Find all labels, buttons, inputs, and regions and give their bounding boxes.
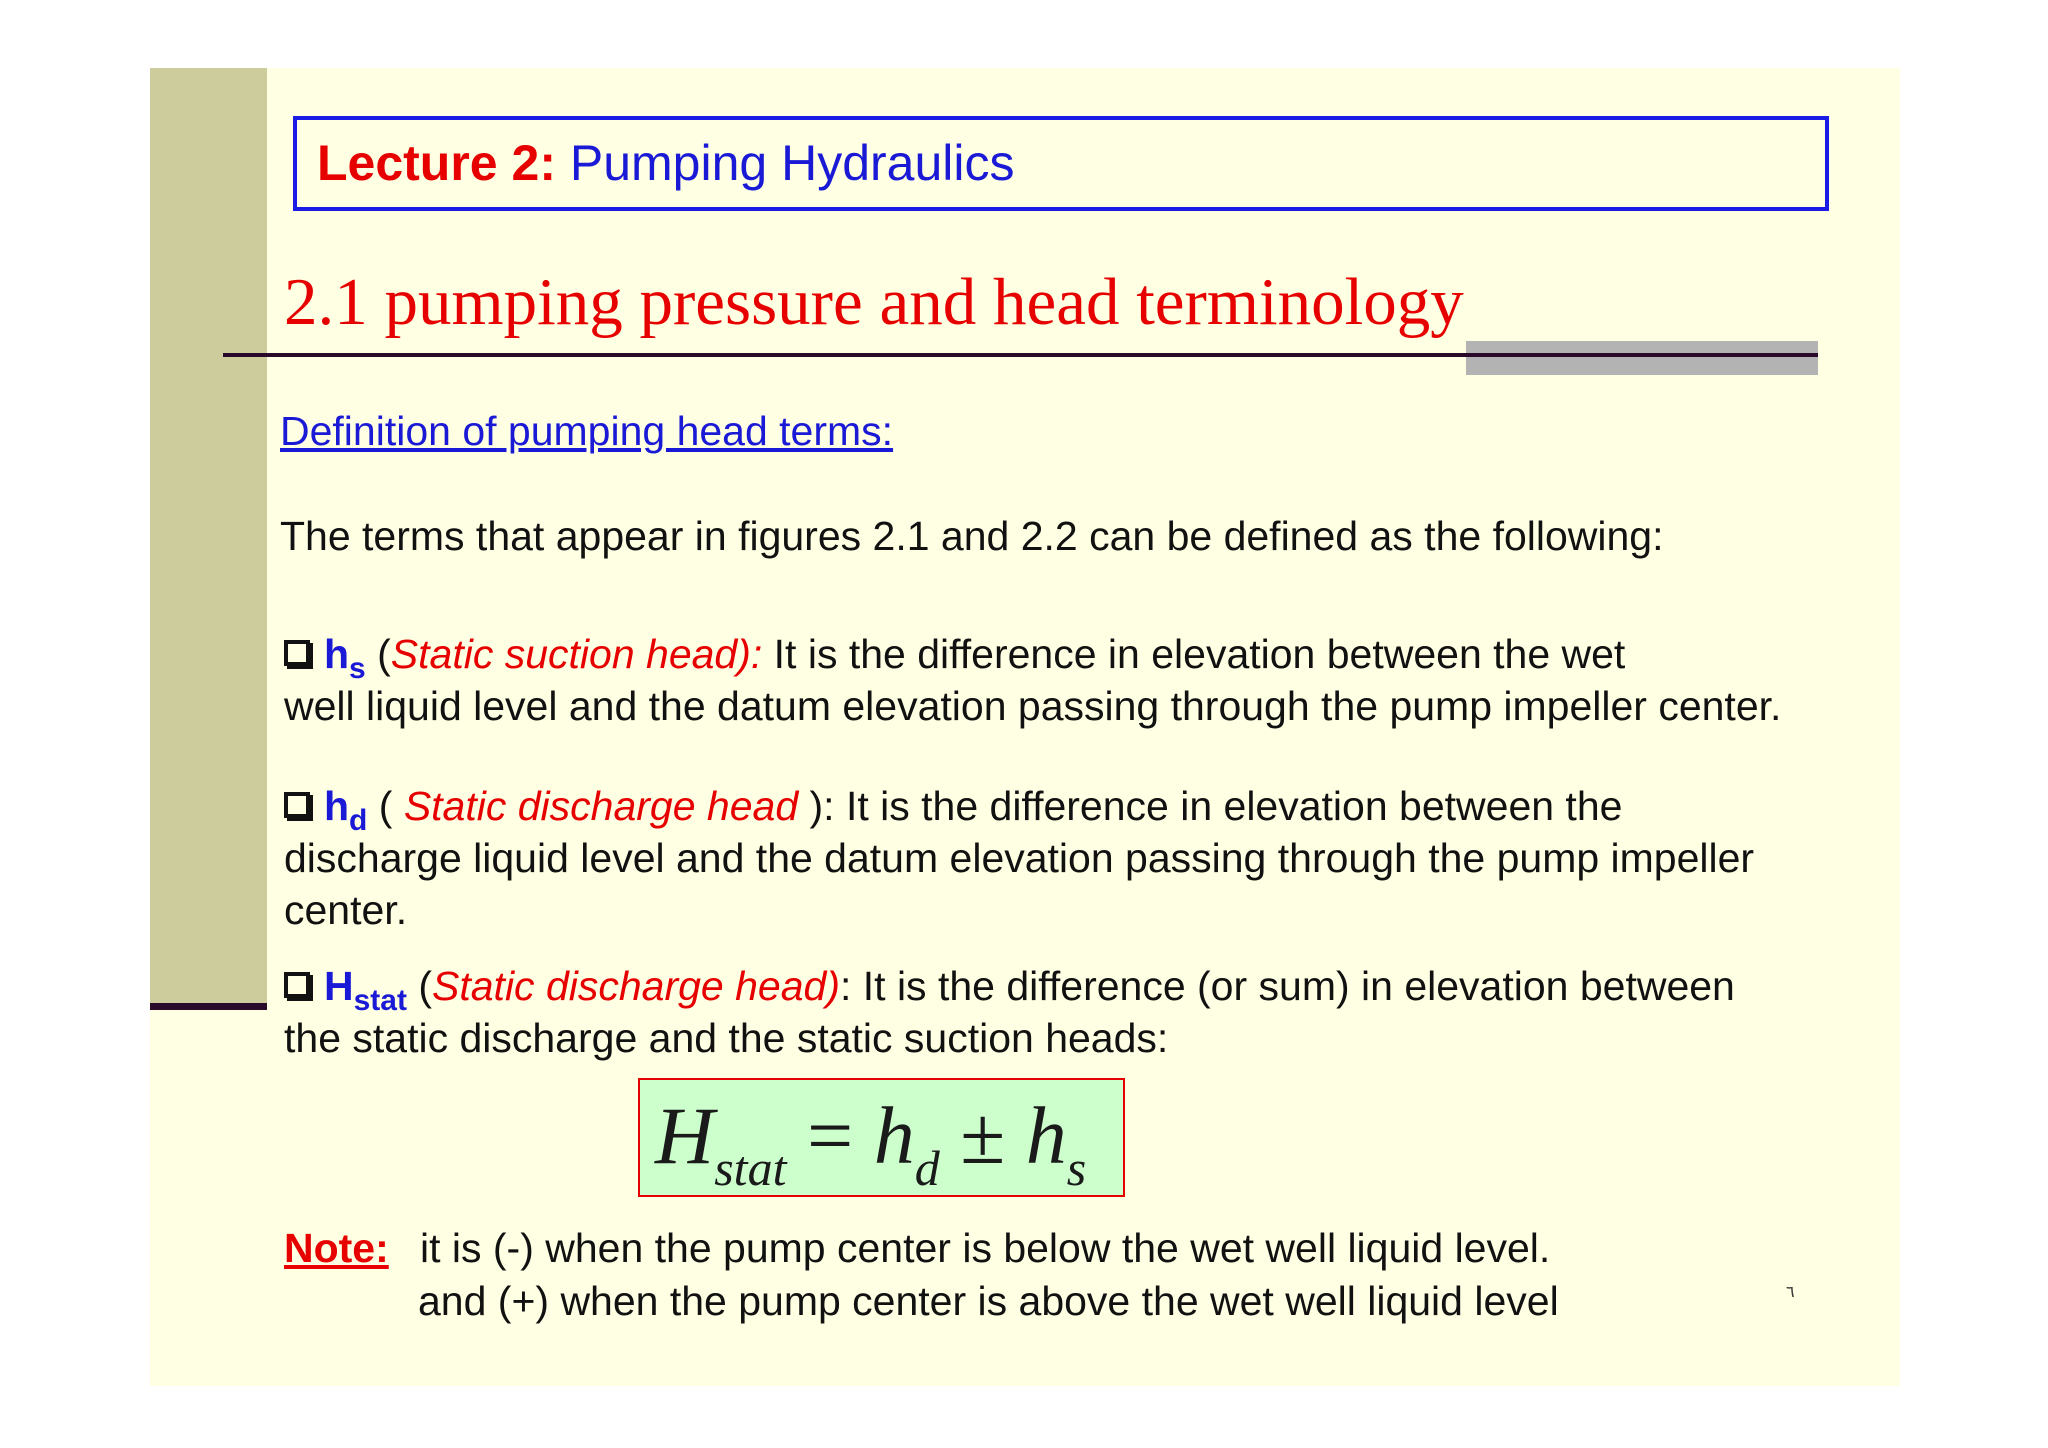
list-item-hd: $h_d$ ( Static discharge head ): It is the difference in elevation between the — [284, 780, 1622, 832]
note-text: it is (-) when the pump center is below the wet well liquid level. — [420, 1225, 1551, 1271]
intro-paragraph: The terms that appear in figures 2.1 and 2.2 can be defined as the following: — [280, 513, 1664, 559]
list-item-hstat: $H_{stat}$ (Static discharge head): It is the difference (or sum) in elevation between — [284, 960, 1735, 1012]
term-symbol: $H_{stat}$ — [324, 963, 407, 1017]
term-definition: Static suction head): — [390, 631, 763, 677]
title-topic: Pumping Hydraulics — [569, 135, 1015, 191]
list-item-hs: $h_s$ (Static suction head): It is the difference in elevation between the wet — [284, 628, 1625, 680]
list-item-text: well liquid level and the datum elevation passing through the pump impeller center. — [284, 683, 1782, 729]
page-number: ٦ — [1786, 1284, 1795, 1301]
note-label: Note: — [284, 1225, 389, 1271]
note-text: and (+) when the pump center is above the wet well liquid level — [418, 1278, 1559, 1324]
definitions-subheading: Definition of pumping head terms: — [280, 408, 894, 454]
left-accent-bar — [150, 68, 267, 1005]
slide-title — [317, 133, 1015, 193]
title-lecture-label: Lecture 2: — [317, 135, 556, 191]
formula: $H_{stat} = h_d \pm h_s$ — [655, 1090, 1087, 1196]
term-definition: Static discharge head — [403, 783, 799, 829]
heading-accent-block — [1466, 341, 1818, 375]
term-definition: Static discharge head) — [432, 963, 840, 1009]
section-heading: 2.1 pumping pressure and head terminology — [284, 265, 1464, 339]
checkbox-bullet-icon — [284, 792, 310, 818]
checkbox-bullet-icon — [284, 972, 310, 998]
list-item-text: discharge liquid level and the datum elevation passing through the pump impeller — [284, 835, 1755, 881]
left-accent-rule — [150, 1003, 267, 1010]
list-item-text: the static discharge and the static suction heads: — [284, 1015, 1169, 1061]
term-symbol: $h_s$ — [324, 631, 366, 685]
term-symbol: $h_d$ — [324, 783, 368, 837]
checkbox-bullet-icon — [284, 640, 310, 666]
list-item-text: center. — [284, 887, 408, 933]
heading-underline-rule — [223, 353, 1818, 357]
